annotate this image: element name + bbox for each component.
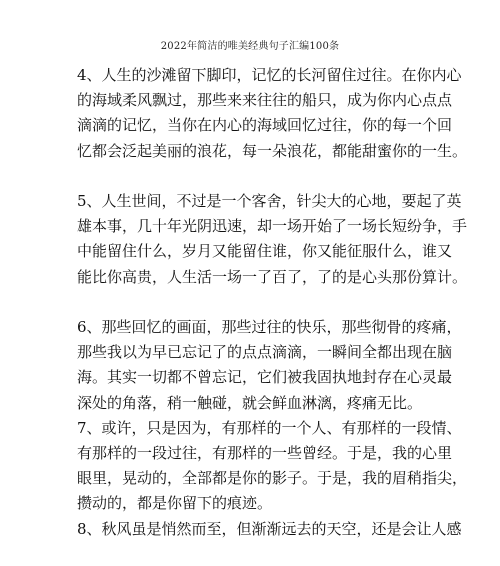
- text-line: 眼里，晃动的，全部都是你的影子。于是，我的眉稍指尖，: [77, 469, 468, 488]
- paragraph-7: [77, 416, 468, 517]
- text-line: 深处的角落，稍一触碰，就会鲜血淋漓，疼痛无比。: [77, 393, 423, 412]
- text-line: 海。其实一切都不曾忘记，它们被我固执地封存在心灵最: [77, 368, 453, 387]
- text-line: 7、或许，只是因为，有那样的一个人、有那样的一段情、: [77, 418, 462, 437]
- text-line: 的海域柔风飘过，那些来来往往的船只，成为你内心点点: [77, 91, 453, 110]
- paragraph-4: [77, 63, 468, 164]
- text-line: 攒动的，都是你留下的痕迹。: [77, 494, 273, 513]
- text-line: 8、秋风虽是悄然而至，但渐渐远去的天空，还是会让人感: [77, 519, 462, 538]
- text-line: 忆都会泛起美丽的浪花，每一朵浪花，都能甜蜜你的一生。: [77, 141, 468, 160]
- text-line: 中能留住什么，岁月又能留住谁，你又能征服什么，谁又: [77, 242, 453, 261]
- text-line: 4、人生的沙滩留下脚印，记忆的长河留住过往。在你内心: [77, 66, 462, 84]
- paragraph-gap: [77, 164, 425, 189]
- paragraph-6: [77, 315, 462, 416]
- text-line: 5、人生世间，不过是一个客舍，针尖大的心地，要起了英: [77, 192, 462, 210]
- text-line: 那些我以为早已忘记了的点点滴滴，一瞬间全都出现在脑: [77, 343, 453, 362]
- text-line: 能比你高贵，人生活一场一了百了，了的是心头那份算计。: [77, 267, 468, 286]
- paragraph-8: [77, 517, 462, 542]
- text-line: 6、那些回忆的画面，那些过往的快乐，那些彻骨的疼痛，: [77, 318, 462, 336]
- text-line: 滴滴的记忆，当你在内心的海域回忆过往，你的每一个回: [77, 116, 453, 135]
- paragraph-gap: [77, 290, 425, 315]
- page-header: 2022年简洁的唯美经典句子汇编100条: [160, 41, 340, 52]
- document-body: [77, 63, 468, 542]
- text-line: 雄本事，几十年光阴迅速，却一场开始了一场长短纷争，手: [77, 217, 468, 236]
- paragraph-5: [77, 189, 468, 290]
- text-line: 有那样的一段过往，有那样的一些曾经。于是，我的心里: [77, 444, 453, 463]
